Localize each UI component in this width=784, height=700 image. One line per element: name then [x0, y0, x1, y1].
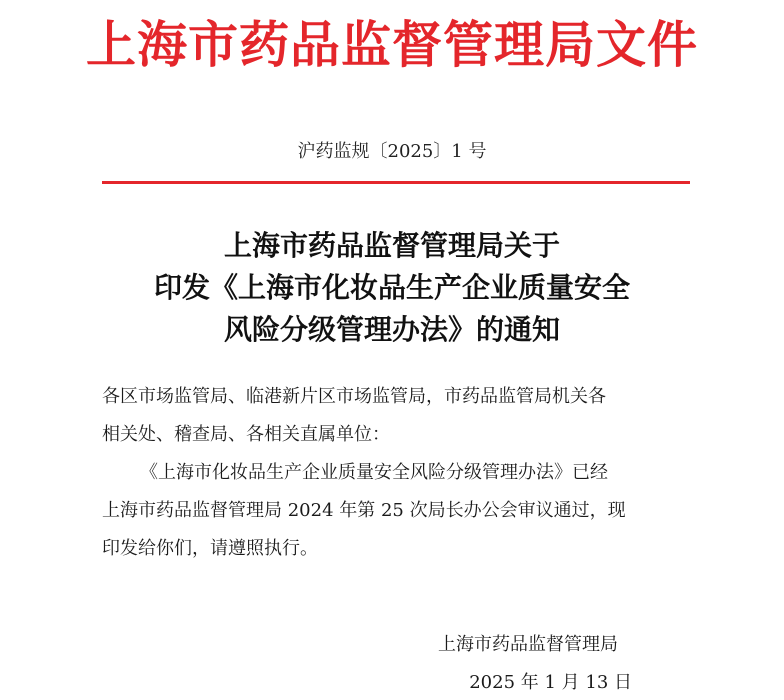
red-divider-line — [102, 181, 690, 184]
notice-body — [102, 378, 692, 568]
title-line: 上海市药品监督管理局关于 — [223, 229, 560, 262]
title-line: 印发《上海市化妆品生产企业质量安全 — [153, 271, 630, 304]
signature-block — [318, 630, 632, 698]
body-paragraph-line: 上海市药品监督管理局 2024 年第 25 次局长办公会审议通过，现 — [102, 500, 626, 521]
document-masthead: 上海市药品监督管理局文件 — [86, 15, 698, 74]
addressee-line: 各区市场监管局、临港新片区市场监管局，市药品监管局机关各 — [102, 386, 606, 407]
title-line: 风险分级管理办法》的通知 — [223, 313, 560, 346]
signing-organization: 上海市药品监督管理局 — [438, 634, 618, 655]
body-paragraph-line: 《上海市化妆品生产企业质量安全风险分级管理办法》已经 — [140, 462, 608, 483]
document-number: 沪药监规〔2025〕1 号 — [297, 141, 487, 162]
notice-title — [0, 225, 784, 351]
body-paragraph-line: 印发给你们，请遵照执行。 — [102, 538, 318, 559]
addressee-line: 相关处、稽查局、各相关直属单位： — [102, 424, 390, 445]
signing-date: 2025 年 1 月 13 日 — [469, 672, 632, 693]
